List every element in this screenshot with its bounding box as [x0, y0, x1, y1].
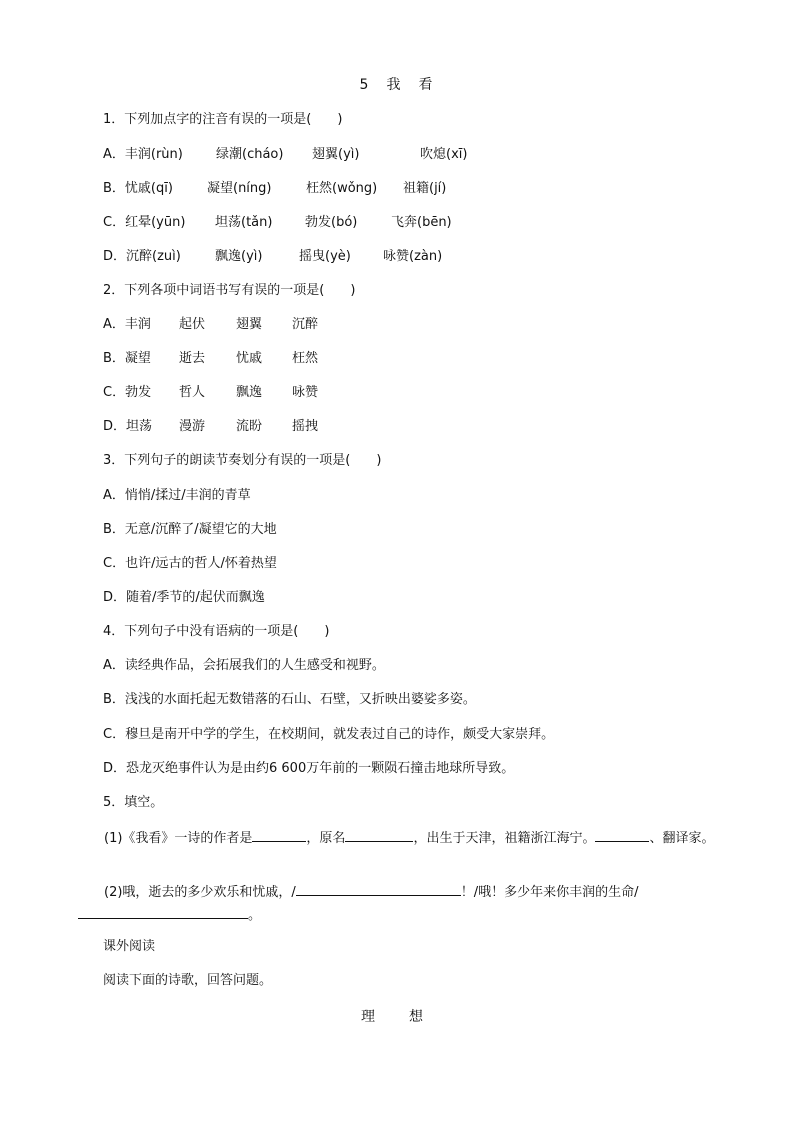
option-item: B．凝望 — [103, 351, 151, 366]
question-3-option-d: D．随着/季节的/起伏而飘逸 — [103, 590, 265, 605]
option-item: 吹熄(xī) — [420, 147, 468, 162]
answer-blank[interactable] — [296, 881, 461, 896]
question-3-option-a: A．悄悄/揉过/丰润的青草 — [103, 488, 251, 503]
option-item: 漫游 — [179, 419, 206, 434]
fill-text: (2)哦，逝去的多少欢乐和忧戚，/ — [104, 885, 296, 900]
option-item: 逝去 — [179, 351, 206, 366]
page-title: 5 我 看 — [359, 77, 435, 93]
option-item: 摇拽 — [292, 419, 319, 434]
option-item: 咏赞(zàn) — [383, 249, 443, 264]
question-2-stem: 2．下列各项中词语书写有误的一项是( ) — [103, 283, 356, 298]
question-3-option-b: B．无意/沉醉了/凝望它的大地 — [103, 522, 277, 537]
option-item: A．丰润 — [103, 317, 151, 332]
option-item: 祖籍(jí) — [403, 181, 447, 196]
answer-blank[interactable] — [252, 827, 306, 842]
section-heading: 课外阅读 — [103, 939, 156, 954]
question-3-stem: 3．下列句子的朗读节奏划分有误的一项是( ) — [103, 453, 382, 468]
option-item: 枉然 — [292, 351, 319, 366]
option-item: 枉然(wǒng) — [306, 181, 378, 196]
option-item: 飘逸(yì) — [215, 249, 263, 264]
question-1-option-a — [103, 145, 467, 165]
option-item: 翅翼(yì) — [312, 147, 360, 162]
option-item: 凝望(níng) — [207, 181, 272, 196]
fill-text: (1)《我看》一诗的作者是 — [104, 831, 253, 846]
option-item: C．勃发 — [103, 385, 152, 400]
question-1-option-b — [103, 179, 446, 199]
question-4-option-b: B．浅浅的水面托起无数错落的石山、石壁，又折映出婆娑多姿。 — [103, 692, 476, 707]
reading-instruction: 阅读下面的诗歌，回答问题。 — [103, 973, 273, 988]
option-item: 咏赞 — [292, 385, 319, 400]
question-5-part-1 — [78, 827, 718, 850]
question-4-option-a: A．读经典作品，会拓展我们的人生感受和视野。 — [103, 658, 385, 673]
question-1-stem: 1．下列加点字的注音有误的一项是( ) — [103, 112, 343, 127]
option-item: 绿潮(cháo) — [216, 147, 284, 162]
question-4-option-c: C．穆旦是南开中学的学生，在校期间，就发表过自己的诗作，颇受大家崇拜。 — [103, 727, 555, 742]
question-4-option-d: D．恐龙灭绝事件认为是由约6 600万年前的一颗陨石撞击地球所导致。 — [103, 761, 515, 776]
answer-blank[interactable] — [595, 827, 649, 842]
option-item: 勃发(bó) — [305, 215, 358, 230]
option-item: B．忧戚(qī) — [103, 181, 173, 196]
option-item: D．沉醉(zuì) — [103, 249, 181, 264]
option-item: 流盼 — [236, 419, 263, 434]
question-1-option-d — [103, 247, 442, 267]
fill-text: 。 — [248, 908, 262, 923]
question-5-stem: 5．填空。 — [103, 795, 164, 810]
option-item: 哲人 — [179, 385, 206, 400]
option-item: 摇曳(yè) — [299, 249, 351, 264]
option-item: 飘逸 — [236, 385, 263, 400]
answer-blank[interactable] — [345, 827, 413, 842]
question-2-option-b — [103, 349, 318, 369]
question-4-stem: 4．下列句子中没有语病的一项是( ) — [103, 624, 330, 639]
option-item: 坦荡(tǎn) — [215, 215, 273, 230]
option-item: A．丰润(rùn) — [103, 147, 183, 162]
question-2-option-d — [103, 417, 318, 437]
option-item: 沉醉 — [292, 317, 319, 332]
option-item: 忧戚 — [236, 351, 263, 366]
question-2-option-a — [103, 315, 318, 335]
answer-blank[interactable] — [78, 904, 248, 919]
fill-text: 、翻译家。 — [649, 831, 715, 846]
question-1-option-c — [103, 213, 452, 233]
fill-text: ，原名 — [306, 831, 346, 846]
option-item: C．红晕(yūn) — [103, 215, 186, 230]
option-item: D．坦荡 — [103, 419, 153, 434]
poem-title: 理 想 — [361, 1009, 433, 1025]
question-5-part-2 — [78, 881, 718, 927]
fill-text: ！/哦！多少年来你丰润的生命/ — [460, 885, 639, 900]
option-item: 起伏 — [179, 317, 206, 332]
option-item: 翅翼 — [236, 317, 263, 332]
question-2-option-c — [103, 383, 318, 403]
fill-text: ，出生于天津，祖籍浙江海宁。 — [413, 831, 596, 846]
option-item: 飞奔(bēn) — [391, 215, 452, 230]
question-3-option-c: C．也许/远古的哲人/怀着热望 — [103, 556, 277, 571]
